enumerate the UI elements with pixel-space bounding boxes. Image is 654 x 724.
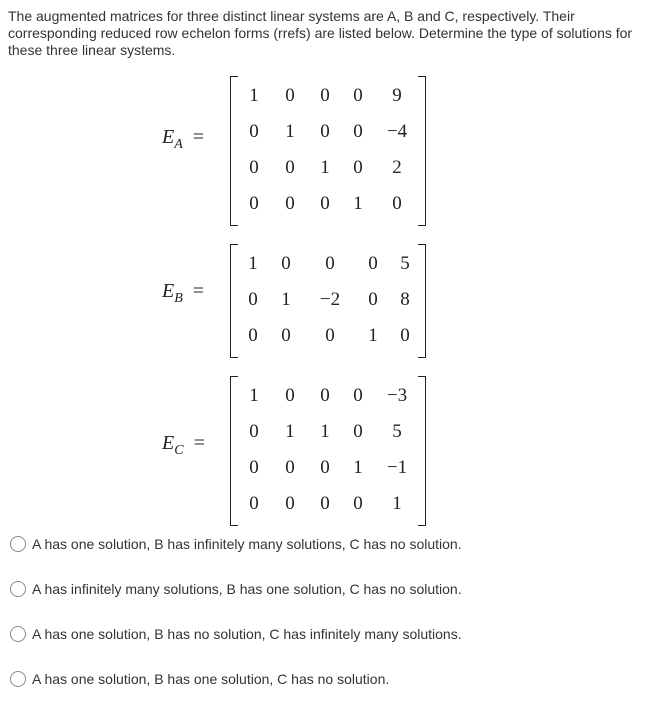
answer-option-2[interactable] (10, 578, 640, 600)
matrix-cell: 0 (325, 325, 335, 346)
matrix-cell: 0 (320, 493, 330, 514)
matrix-ec-table (236, 378, 420, 522)
matrix-row (236, 186, 420, 222)
matrix-cell: 0 (353, 421, 363, 442)
matrix-cell: 0 (353, 493, 363, 514)
matrix-eb-table (236, 246, 422, 354)
matrix-ea-block (0, 76, 654, 226)
answer-option-1[interactable] (10, 533, 640, 555)
equals-sign: = (192, 280, 205, 302)
matrix-cell: 0 (285, 85, 295, 106)
equals-sign: = (193, 432, 205, 454)
matrix-symbol: E (162, 280, 175, 302)
matrix-cell: 0 (368, 289, 378, 310)
matrix-cell: 1 (353, 457, 363, 478)
matrix-row (236, 114, 420, 150)
matrix-cell: 0 (281, 253, 291, 274)
matrix-cell: 0 (285, 193, 295, 214)
matrix-cell: 0 (248, 325, 258, 346)
matrix-cell: 2 (392, 157, 402, 178)
option-label[interactable]: A has one solution, B has one solution, C has no solution. (32, 671, 390, 687)
matrix-cell: −2 (319, 289, 341, 310)
radio-button[interactable] (10, 626, 26, 642)
matrix-row (236, 486, 420, 522)
matrix-cell: 1 (320, 421, 330, 442)
matrix-cell: 1 (249, 385, 259, 406)
matrix-cell: −4 (386, 121, 408, 142)
matrix-cell: 0 (249, 121, 259, 142)
matrix-row (236, 78, 420, 114)
matrix-cell: 0 (281, 325, 291, 346)
matrix-cell: 9 (392, 85, 402, 106)
option-label[interactable]: A has one solution, B has infinitely many solutions, C has no solution. (32, 536, 462, 552)
matrix-cell: 1 (368, 325, 378, 346)
matrix-ea-table (236, 78, 420, 222)
matrix-cell: 0 (285, 493, 295, 514)
matrix-subscript: B (174, 291, 183, 306)
matrix-ec-block (0, 376, 654, 526)
matrix-cell: 5 (400, 253, 410, 274)
matrix-cell: 0 (392, 193, 402, 214)
radio-button[interactable] (10, 536, 26, 552)
matrix-cell: 0 (353, 85, 363, 106)
matrix-cell: 0 (320, 457, 330, 478)
matrix-cell: 1 (248, 253, 258, 274)
matrix-row (236, 414, 420, 450)
matrix-cell: 1 (249, 85, 259, 106)
matrix-row (236, 282, 422, 318)
matrix-ec-label (162, 432, 205, 459)
matrix-cell: 0 (400, 325, 410, 346)
matrix-cell: 0 (285, 157, 295, 178)
matrix-cell: 0 (320, 385, 330, 406)
matrix-eb-label (162, 280, 204, 307)
matrix-eb-block (0, 244, 654, 358)
matrix-cell: 0 (320, 121, 330, 142)
equals-sign: = (192, 126, 205, 148)
matrix-cell: 0 (320, 193, 330, 214)
matrix-cell: 0 (249, 193, 259, 214)
matrix-symbol: E (162, 126, 175, 148)
matrix-row (236, 246, 422, 282)
matrix-cell: 0 (248, 289, 258, 310)
matrix-cell: −1 (386, 457, 408, 478)
matrix-row (236, 450, 420, 486)
matrix-ea (230, 76, 426, 226)
option-label[interactable]: A has one solution, B has no solution, C has infinitely many solutions. (32, 626, 462, 642)
option-label[interactable]: A has infinitely many solutions, B has one solution, C has no solution. (32, 581, 462, 597)
matrix-cell: 1 (392, 493, 402, 514)
matrix-ec (230, 376, 426, 526)
matrix-cell: 0 (285, 457, 295, 478)
matrix-cell: 0 (249, 421, 259, 442)
matrix-cell: 0 (368, 253, 378, 274)
matrix-cell: 1 (320, 157, 330, 178)
matrix-cell: 0 (285, 385, 295, 406)
matrix-cell: 5 (392, 421, 402, 442)
matrix-cell: 1 (353, 193, 363, 214)
answer-option-3[interactable] (10, 623, 640, 645)
matrix-subscript: A (174, 137, 183, 152)
matrix-eb (230, 244, 426, 358)
matrix-row (236, 150, 420, 186)
matrix-cell: 0 (353, 385, 363, 406)
matrix-cell: 8 (400, 289, 410, 310)
matrix-row (236, 318, 422, 354)
matrix-cell: 0 (249, 457, 259, 478)
matrix-cell: −3 (386, 385, 408, 406)
matrix-subscript: C (174, 443, 184, 458)
matrix-cell: 0 (249, 157, 259, 178)
matrix-cell: 0 (353, 121, 363, 142)
matrix-cell: 0 (320, 85, 330, 106)
answer-option-4[interactable] (10, 668, 640, 690)
matrix-row (236, 378, 420, 414)
matrix-cell: 0 (325, 253, 335, 274)
matrix-cell: 0 (353, 157, 363, 178)
answer-options (10, 533, 640, 713)
matrix-symbol: E (162, 432, 175, 454)
matrix-cell: 1 (285, 421, 295, 442)
radio-button[interactable] (10, 581, 26, 597)
matrix-cell: 1 (285, 121, 295, 142)
radio-button[interactable] (10, 671, 26, 687)
matrix-cell: 1 (281, 289, 291, 310)
matrix-cell: 0 (249, 493, 259, 514)
matrix-ea-label (162, 126, 204, 153)
question-text: The augmented matrices for three distinct linear systems are A, B and C, respectively. Their corresponding reduced row echelon forms (rrefs) are listed below. Determine the type of solutions for these three linear systems. (8, 8, 633, 58)
